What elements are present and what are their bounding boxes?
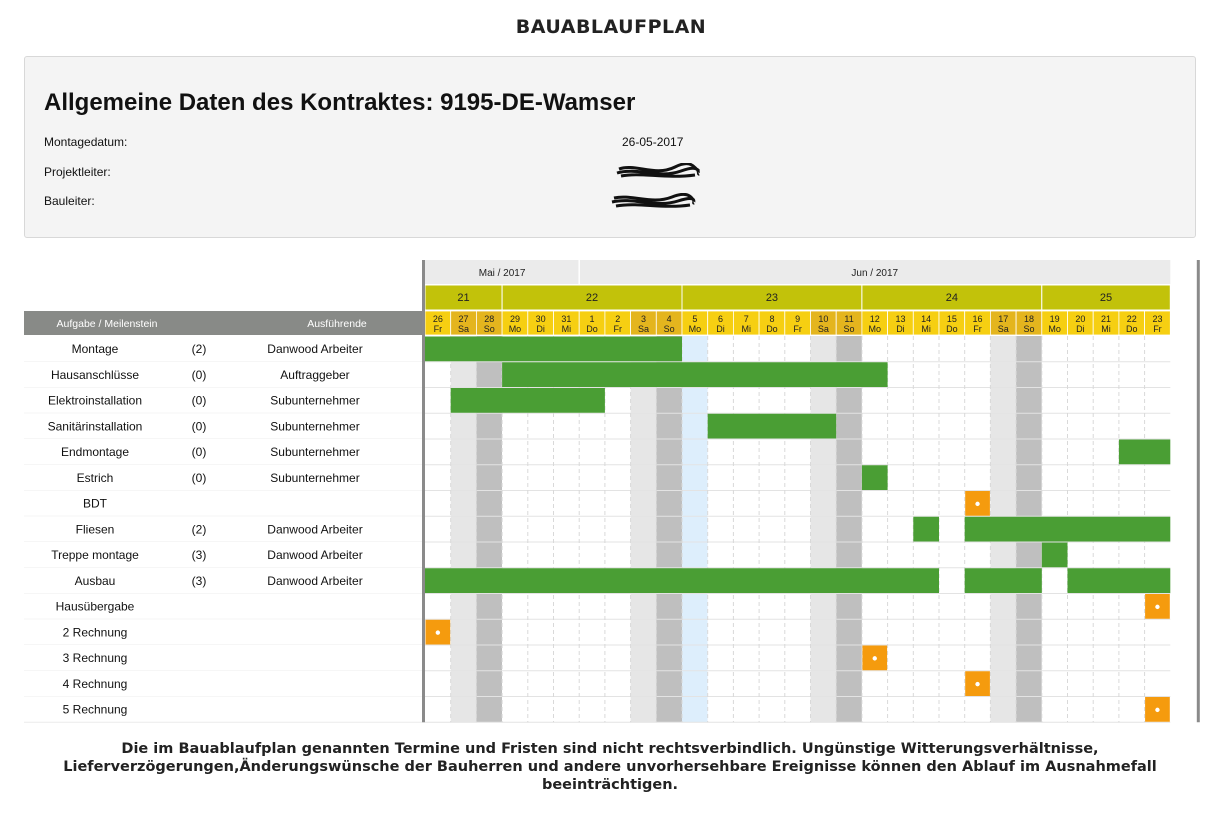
task-name: Hausübergabe — [55, 599, 135, 614]
weekday-label: Fr — [793, 324, 802, 334]
task-name: Hausanschlüsse — [50, 367, 140, 382]
day-number-label: 21 — [1101, 314, 1112, 324]
assembly-date-value: 26-05-2017 — [622, 135, 684, 149]
day-column-bg — [785, 336, 811, 722]
site-manager-label: Bauleiter: — [44, 194, 95, 208]
task-name: 5 Rechnung — [62, 702, 128, 717]
weekday-label: Di — [716, 324, 725, 334]
weekday-label: Fr — [1153, 324, 1162, 334]
task-bar — [913, 517, 939, 542]
day-number-label: 27 — [458, 314, 469, 324]
weekday-label: Do — [946, 324, 958, 334]
day-number-label: 2 — [615, 314, 621, 324]
weekday-label: Fr — [973, 324, 982, 334]
weekday-label: Fr — [433, 324, 443, 334]
day-number-label: 8 — [769, 314, 775, 324]
contract-heading: Allgemeine Daten des Kontraktes: 9195-DE-Wamser — [44, 89, 636, 116]
milestone-dot — [1155, 605, 1159, 609]
weekday-label: Sa — [637, 324, 649, 334]
week-label: 22 — [585, 292, 599, 304]
task-count: (0) — [191, 445, 207, 459]
day-column-bg — [811, 336, 837, 722]
task-name: Ausbau — [74, 573, 116, 588]
weekday-label: Mi — [1101, 324, 1111, 334]
day-column-bg — [605, 336, 631, 722]
task-bar — [1119, 440, 1170, 465]
task-column-header-label: Aufgabe / Meilenstein — [56, 318, 158, 330]
day-number-label: 19 — [1049, 314, 1060, 324]
day-number-label: 1 — [589, 314, 595, 324]
task-bar — [425, 568, 939, 593]
task-name: 3 Rechnung — [62, 651, 128, 665]
project-manager-label: Projektleiter: — [44, 165, 111, 179]
task-name: Treppe montage — [51, 548, 139, 562]
day-number-label: 31 — [561, 314, 572, 324]
task-executor: Danwood Arbeiter — [267, 573, 363, 588]
task-count: (0) — [191, 419, 207, 434]
milestone-dot — [873, 656, 877, 660]
weekday-label: Mi — [561, 324, 572, 334]
day-column-bg — [656, 336, 682, 722]
weekday-label: Di — [536, 324, 545, 334]
task-name: Estrich — [76, 470, 114, 485]
day-number-label: 10 — [818, 314, 829, 324]
day-number-label: 22 — [1126, 314, 1137, 324]
day-column-bg — [759, 336, 785, 722]
task-bar — [1042, 543, 1068, 568]
task-bar — [965, 517, 1171, 542]
day-number-label: 18 — [1023, 314, 1034, 324]
weekday-label: So — [843, 324, 855, 334]
week-label: 25 — [1099, 292, 1113, 304]
month-header-bg — [425, 260, 1170, 284]
task-bar — [708, 414, 837, 439]
executor-column-header-label: Ausführende — [307, 318, 367, 330]
weekday-label: Mo — [1048, 324, 1061, 334]
task-executor: Subunternehmer — [270, 419, 360, 434]
week-label: 23 — [765, 292, 779, 304]
weekday-label: Do — [586, 324, 598, 334]
weekday-label: So — [1023, 324, 1035, 334]
task-executor: Danwood Arbeiter — [267, 342, 363, 356]
weekday-label: Mi — [921, 324, 931, 334]
task-bar — [965, 568, 1042, 593]
day-number-label: 30 — [535, 314, 546, 324]
day-column-bg — [425, 336, 451, 722]
day-number-label: 14 — [921, 314, 932, 324]
weekday-label: Di — [1076, 324, 1085, 334]
assembly-date-label: Montagedatum: — [44, 135, 128, 149]
day-number-label: 9 — [795, 314, 801, 324]
weekday-label: Mo — [688, 324, 702, 334]
task-bar — [502, 362, 887, 387]
task-name: Endmontage — [60, 445, 130, 459]
weekday-label: Mo — [868, 324, 882, 334]
day-number-label: 3 — [640, 314, 646, 324]
task-bar — [862, 465, 888, 490]
day-number-label: 20 — [1075, 314, 1086, 324]
task-count: (0) — [191, 470, 207, 485]
task-name: Montage — [71, 342, 119, 356]
day-number-label: 28 — [484, 314, 495, 324]
milestone-dot — [1155, 708, 1159, 712]
day-number-label: 7 — [743, 314, 749, 324]
weekday-label: Fr — [613, 324, 622, 334]
task-name: 2 Rechnung — [62, 625, 128, 640]
day-number-label: 23 — [1152, 314, 1163, 324]
task-count: (3) — [191, 573, 207, 588]
task-count: (3) — [191, 548, 207, 562]
day-number-label: 26 — [432, 314, 443, 324]
day-number-label: 6 — [718, 314, 724, 324]
month-label: Jun / 2017 — [851, 268, 899, 279]
task-name: Sanitärinstallation — [47, 419, 143, 434]
weekday-label: Mo — [508, 324, 522, 334]
day-number-label: 5 — [692, 314, 698, 324]
task-count: (0) — [191, 367, 207, 382]
milestone-dot — [436, 630, 440, 634]
weekday-label: Di — [896, 324, 905, 334]
week-label: 21 — [457, 292, 470, 304]
day-column-bg — [939, 336, 965, 722]
day-number-label: 4 — [666, 314, 672, 324]
task-executor: Danwood Arbeiter — [267, 548, 363, 562]
task-bar — [451, 388, 605, 413]
task-count: (0) — [191, 393, 207, 408]
weekday-label: Sa — [997, 324, 1009, 334]
disclaimer-text: Die im Bauablaufplan genannten Termine und Fristen sind nicht rechtsverbindlich. Ungünstige Witterungsverhältnisse, Lieferverzögerungen,Änderungswünsche der Bauherren und andere unvorhersehbare Ereignisse können den Ablauf im Ausnahmefall beeinträchtigen. — [63, 741, 1157, 793]
task-name: 4 Rechnung — [62, 676, 128, 691]
task-count: (2) — [191, 342, 207, 356]
task-count: (2) — [191, 522, 207, 537]
day-column-bg — [733, 336, 759, 722]
milestone-dot — [975, 502, 979, 506]
milestone-dot — [975, 682, 979, 686]
weekday-label: So — [663, 324, 675, 334]
day-number-label: 16 — [972, 314, 983, 324]
page-title: BAUABLAUFPLAN — [515, 16, 707, 38]
day-number-label: 12 — [869, 314, 880, 324]
day-column-bg — [888, 336, 914, 722]
weekday-label: Do — [766, 324, 778, 334]
task-bar — [1068, 568, 1171, 593]
week-label: 24 — [945, 292, 958, 304]
day-column-bg — [836, 336, 862, 722]
day-column-bg — [708, 336, 734, 722]
day-number-label: 15 — [946, 314, 957, 324]
day-column-bg — [631, 336, 657, 722]
weekday-label: Mi — [741, 324, 751, 334]
task-name: Fliesen — [75, 522, 115, 537]
task-executor: Auftraggeber — [280, 367, 350, 382]
day-number-label: 13 — [895, 314, 906, 324]
month-label: Mai / 2017 — [478, 268, 526, 279]
weekday-label: Sa — [458, 324, 470, 334]
weekday-label: Do — [1125, 324, 1138, 334]
weekday-label: Sa — [817, 324, 829, 334]
weekday-label: So — [483, 324, 495, 334]
task-executor: Subunternehmer — [270, 470, 360, 485]
task-executor: Subunternehmer — [270, 445, 360, 459]
task-executor: Danwood Arbeiter — [267, 522, 363, 537]
task-name: BDT — [83, 496, 107, 511]
day-number-label: 11 — [844, 314, 854, 324]
day-number-label: 29 — [509, 314, 520, 324]
day-number-label: 17 — [998, 314, 1009, 324]
task-bar — [425, 337, 682, 362]
task-name: Elektroinstallation — [47, 393, 143, 408]
task-executor: Subunternehmer — [270, 393, 360, 408]
day-column-bg — [682, 336, 708, 722]
